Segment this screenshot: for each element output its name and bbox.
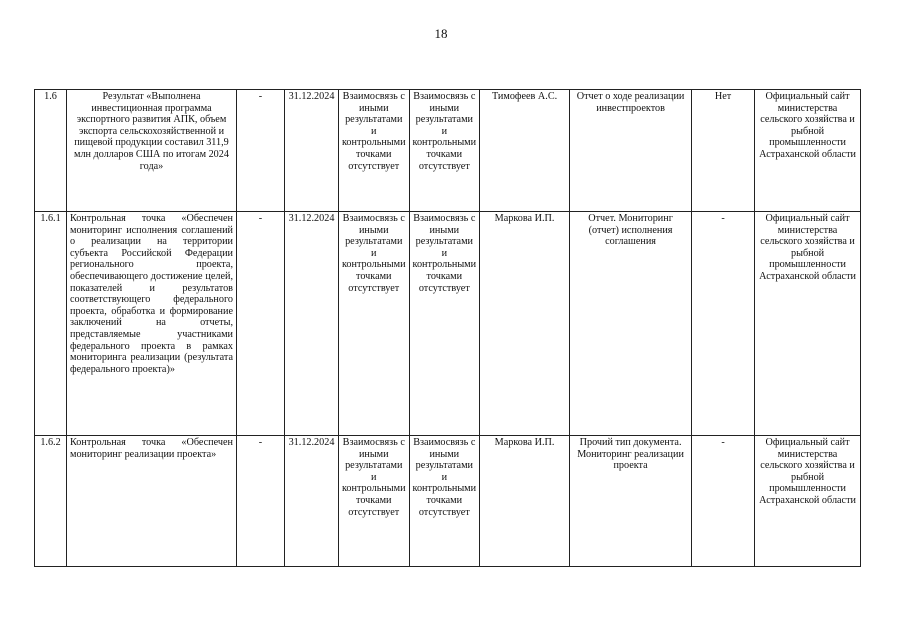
- relation-next: Взаимосвязь с иными результатами и контрольными точками отсутствует: [409, 90, 480, 212]
- relation-previous: Взаимосвязь с иными результатами и контрольными точками отсутствует: [339, 90, 410, 212]
- plan-table-container: [34, 89, 861, 567]
- info-source: Официальный сайт министерства сельского хозяйства и рыбной промышленности Астраханской области: [755, 212, 861, 436]
- dash-cell: -: [237, 212, 285, 436]
- table-row: [35, 212, 861, 436]
- relation-next: Взаимосвязь с иными результатами и контрольными точками отсутствует: [409, 212, 480, 436]
- dash-cell: -: [237, 436, 285, 567]
- dash-cell: -: [237, 90, 285, 212]
- row-number: 1.6.1: [35, 212, 67, 436]
- relation-previous: Взаимосвязь с иными результатами и контрольными точками отсутствует: [339, 212, 410, 436]
- responsible-person: Тимофеев А.С.: [480, 90, 570, 212]
- flag-value: -: [692, 212, 755, 436]
- info-source: Официальный сайт министерства сельского хозяйства и рыбной промышленности Астраханской области: [755, 436, 861, 567]
- result-name: Результат «Выполнена инвестиционная программа экспортного развития АПК, объем экспорта сельскохозяйственной и пищевой продукции составил 311,9 млн долларов США по итогам 2024 года»: [67, 90, 237, 212]
- relation-previous: Взаимосвязь с иными результатами и контрольными точками отсутствует: [339, 436, 410, 567]
- row-number: 1.6.2: [35, 436, 67, 567]
- due-date: 31.12.2024: [285, 212, 339, 436]
- table-row: [35, 90, 861, 212]
- result-name: Контрольная точка «Обеспечен мониторинг реализации проекта»: [67, 436, 237, 567]
- result-name: Контрольная точка «Обеспечен мониторинг исполнения соглашений о реализации на территории субъекта Российской Федерации регионального проекта, обеспечивающего достижение целей, показателей и результатов соответствующего федерального проекта, обработка и формирование заключений на отчеты, представляемые участниками федерального проекта в рамках мониторинга реализации (результата федерального проекта)»: [67, 212, 237, 436]
- flag-value: -: [692, 436, 755, 567]
- document-type: Отчет. Мониторинг (отчет) исполнения соглашения: [570, 212, 692, 436]
- plan-table: [34, 89, 861, 567]
- due-date: 31.12.2024: [285, 436, 339, 567]
- info-source: Официальный сайт министерства сельского хозяйства и рыбной промышленности Астраханской области: [755, 90, 861, 212]
- document-type: Прочий тип документа. Мониторинг реализации проекта: [570, 436, 692, 567]
- responsible-person: Маркова И.П.: [480, 212, 570, 436]
- flag-value: Нет: [692, 90, 755, 212]
- document-type: Отчет о ходе реализации инвестпроектов: [570, 90, 692, 212]
- due-date: 31.12.2024: [285, 90, 339, 212]
- responsible-person: Маркова И.П.: [480, 436, 570, 567]
- relation-next: Взаимосвязь с иными результатами и контрольными точками отсутствует: [409, 436, 480, 567]
- row-number: 1.6: [35, 90, 67, 212]
- page-number: 18: [434, 26, 448, 41]
- table-row: [35, 436, 861, 567]
